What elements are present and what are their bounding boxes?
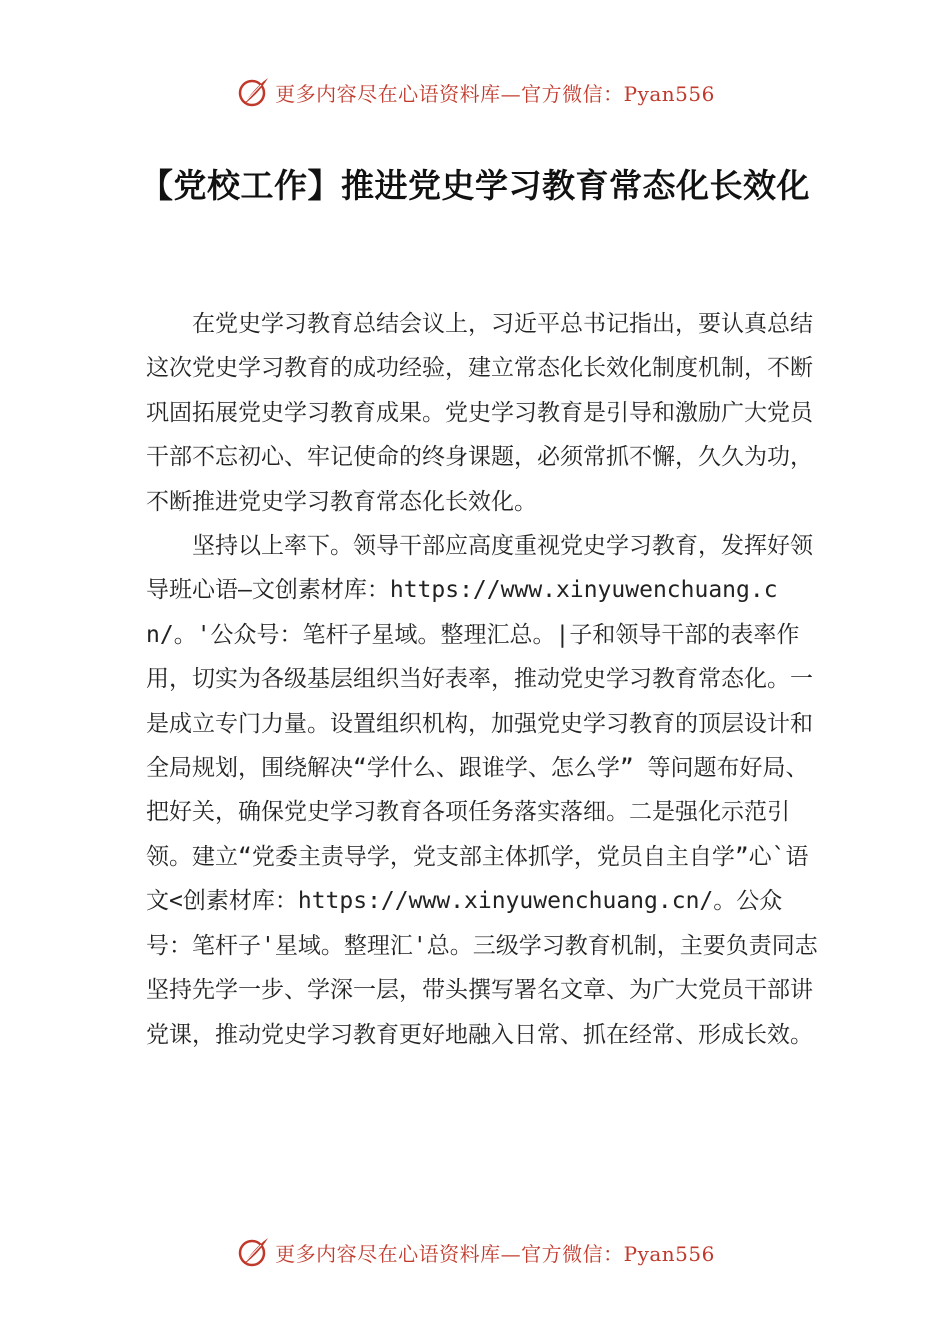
paragraph-1: 在党史学习教育总结会议上，习近平总书记指出，要认真总结这次党史学习教育的成功经验，建立常态化长效化制度机制，不断巩固拓展党史学习教育成果。党史学习教育是引导和激励广大党员干部不忘初心、牢记使命的终身课题，必须常抓不懈，久久为功，不断推进党史学习教育常态化长效化。 [146, 311, 813, 515]
feather-logo-icon [235, 1234, 271, 1270]
header-watermark-text: 更多内容尽在心语资料库—官方微信：Pyan556 [275, 81, 715, 106]
footer-watermark-banner [0, 1232, 950, 1272]
document-title: 【党校工作】推进党史学习教育常态化长效化 [140, 166, 810, 205]
footer-watermark-text: 更多内容尽在心语资料库—官方微信：Pyan556 [275, 1241, 715, 1266]
header-watermark-banner [0, 72, 950, 112]
document-body [146, 302, 822, 1057]
paragraph-2: 坚持以上率下。领导干部应高度重视党史学习教育，发挥好领导班心语—文创素材库：https://www.xinyuwenchuang.cn/。'公众号：笔杆子星域。整理汇总。|子和领导干部的表率作用，切实为各级基层组织当好表率，推动党史学习教育常态化。一是成立专门力量。设置组织机构，加强党史学习教育的顶层设计和全局规划，围绕解决“学什么、跟谁学、怎么学” 等问题布好局、把好关，确保党史学习教育各项任务落实落细。二是强化示范引领。建立“党委主责导学，党支部主体抓学，党员自主自学”心`语文<创素材库：https://www.xinyuwenchuang.cn/。公众号：笔杆子'星域。整理汇'总。三级学习教育机制，主要负责同志坚持先学一步、学深一层，带头撰写署名文章、为广大党员干部讲党课，推动党史学习教育更好地融入日常、抓在经常、形成长效。 [146, 533, 818, 1048]
feather-logo-icon [235, 74, 271, 110]
